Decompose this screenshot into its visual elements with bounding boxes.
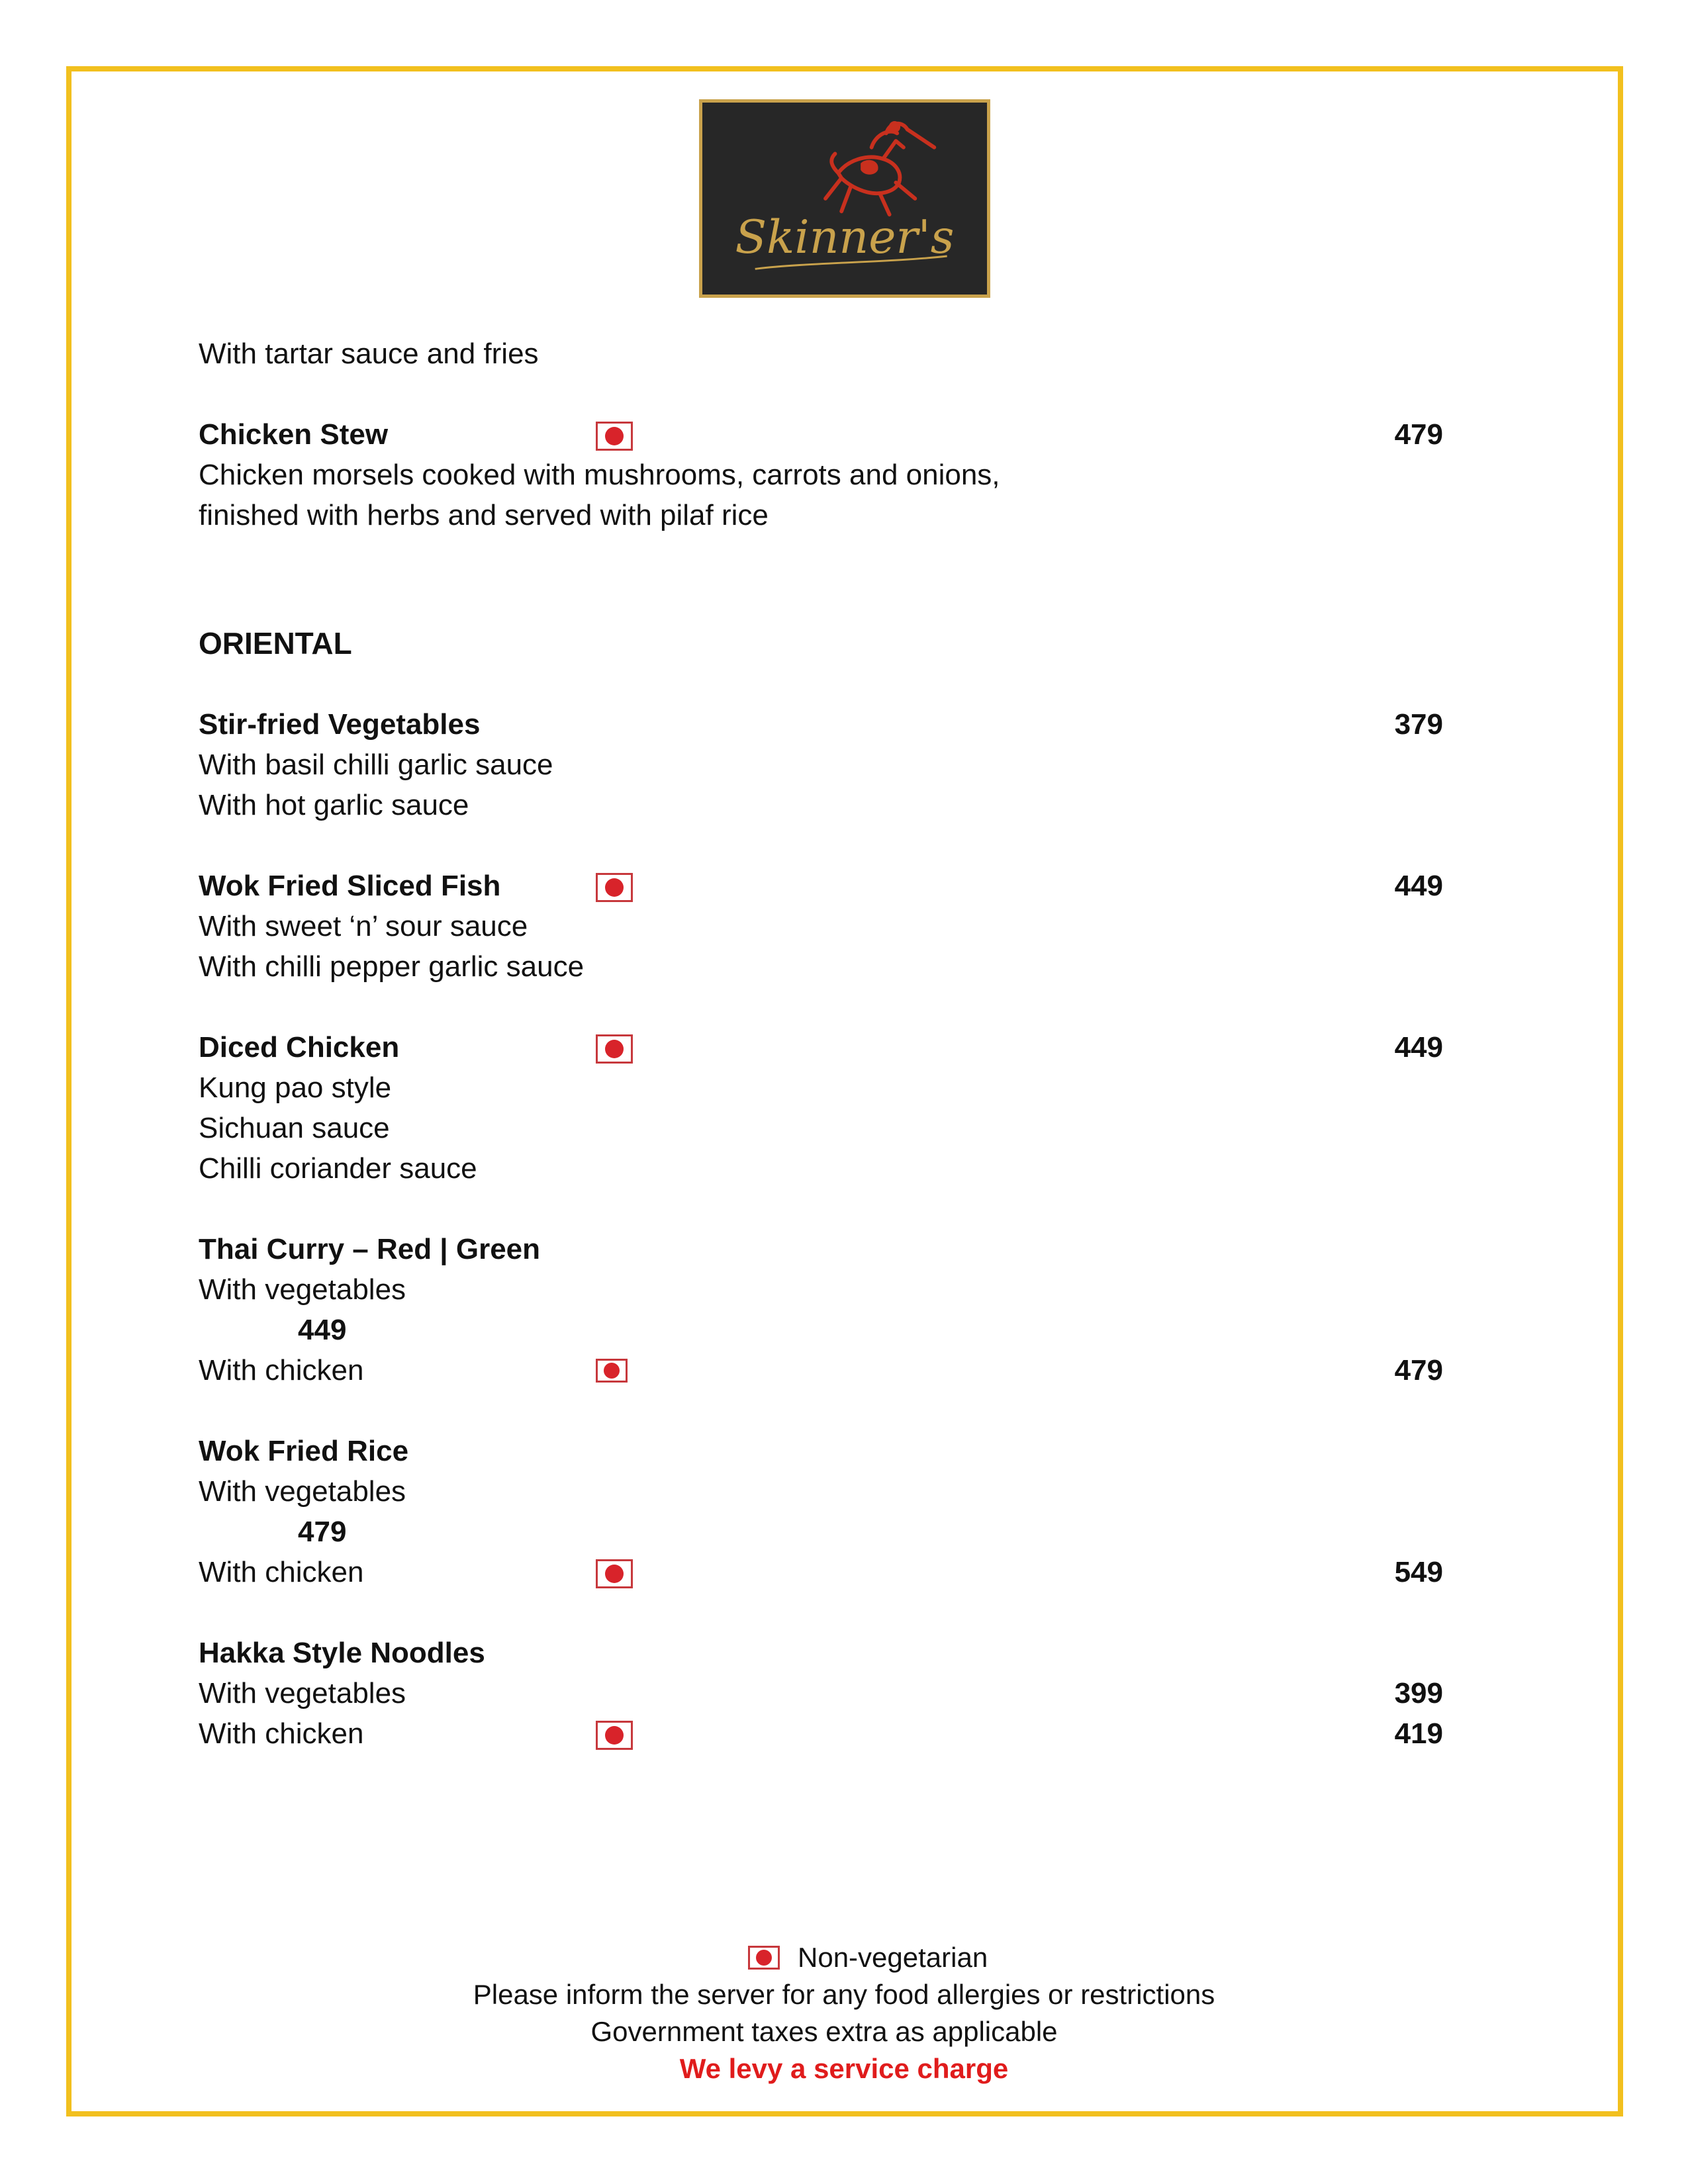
item-price-stir-fried-vegetables: 379	[1394, 708, 1443, 741]
item-option: With vegetables	[199, 1677, 406, 1709]
item-price-thai-curry-chicken: 479	[1394, 1354, 1443, 1387]
item-name-wok-fried-sliced-fish: Wok Fried Sliced Fish	[199, 870, 501, 902]
item-option: Sichuan sauce	[199, 1112, 390, 1144]
non-veg-icon	[596, 422, 633, 451]
item-desc-chicken-stew-2: finished with herbs and served with pilaf rice	[199, 499, 769, 531]
non-veg-icon	[596, 1559, 633, 1588]
item-price-wok-fried-sliced-fish: 449	[1394, 870, 1443, 902]
legend-label: Non-vegetarian	[798, 1942, 988, 1973]
service-charge-notice: We levy a service charge	[679, 2053, 1009, 2084]
item-price-thai-curry-veg: 449	[298, 1314, 347, 1346]
item-price-hakka-veg: 399	[1394, 1677, 1443, 1709]
non-veg-icon	[596, 1359, 628, 1383]
non-veg-icon	[596, 873, 633, 902]
non-veg-icon	[596, 1034, 633, 1064]
item-price-wok-fried-rice-chicken: 549	[1394, 1556, 1443, 1588]
item-option: With hot garlic sauce	[199, 789, 469, 821]
skinners-logo	[699, 99, 990, 298]
tax-notice: Government taxes extra as applicable	[590, 2016, 1058, 2047]
item-option: With sweet ‘n’ sour sauce	[199, 910, 528, 942]
item-price-wok-fried-rice-veg: 479	[298, 1516, 347, 1548]
item-option: With vegetables	[199, 1475, 406, 1508]
non-veg-legend-icon	[748, 1946, 780, 1970]
section-heading: ORIENTAL	[199, 626, 352, 660]
item-price-chicken-stew: 479	[1394, 418, 1443, 451]
intro-description: With tartar sauce and fries	[199, 338, 539, 370]
item-option: Kung pao style	[199, 1071, 392, 1104]
item-option: Chilli coriander sauce	[199, 1152, 477, 1185]
item-price-diced-chicken: 449	[1394, 1031, 1443, 1064]
svg-text:Skinner's: Skinner's	[735, 210, 955, 265]
item-name-wok-fried-rice: Wok Fried Rice	[199, 1435, 409, 1467]
item-name-thai-curry: Thai Curry – Red | Green	[199, 1233, 541, 1265]
item-name-stir-fried-vegetables: Stir-fried Vegetables	[199, 708, 481, 741]
item-price-hakka-chicken: 419	[1394, 1717, 1443, 1750]
non-veg-icon	[596, 1721, 633, 1750]
item-name-chicken-stew: Chicken Stew	[199, 418, 389, 451]
horse-rider-logo-icon	[702, 103, 987, 295]
item-desc-chicken-stew-1: Chicken morsels cooked with mushrooms, carrots and onions,	[199, 459, 1000, 491]
item-option: With vegetables	[199, 1273, 406, 1306]
item-option: With chilli pepper garlic sauce	[199, 950, 585, 983]
item-option: With chicken	[199, 1354, 364, 1387]
item-name-hakka-style-noodles: Hakka Style Noodles	[199, 1637, 485, 1669]
item-option: With chicken	[199, 1556, 364, 1588]
item-option: With chicken	[199, 1717, 364, 1750]
allergy-notice: Please inform the server for any food allergies or restrictions	[473, 1979, 1215, 2010]
item-name-diced-chicken: Diced Chicken	[199, 1031, 400, 1064]
item-option: With basil chilli garlic sauce	[199, 749, 553, 781]
